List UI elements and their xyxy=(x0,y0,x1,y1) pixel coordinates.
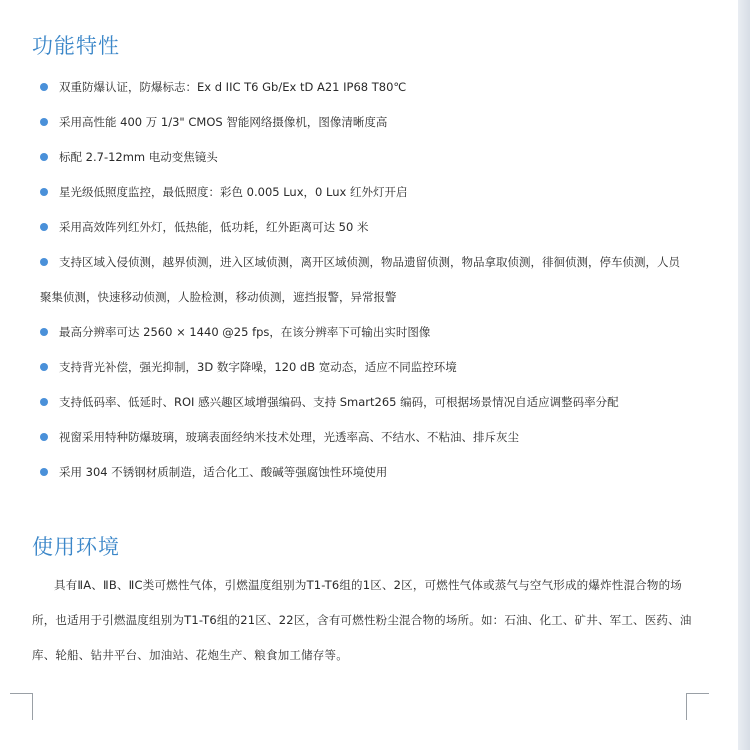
bullet-icon xyxy=(40,468,48,476)
feature-text: 视窗采用特种防爆玻璃，玻璃表面经纳米技术处理，光透率高、不结水、不粘油、排斥灰尘 xyxy=(59,430,519,444)
page-corner-mark-left xyxy=(10,693,33,720)
feature-text: 支持低码率、低延时、ROI 感兴趣区域增强编码、支持 Smart265 编码，可根据场景情况自适应调整码率分配 xyxy=(59,395,619,409)
bullet-icon xyxy=(40,433,48,441)
features-heading: 功能特性 xyxy=(32,34,120,58)
bullet-icon xyxy=(40,188,48,196)
feature-text: 标配 2.7-12mm 电动变焦镜头 xyxy=(59,150,218,164)
bullet-icon xyxy=(40,118,48,126)
environment-heading: 使用环境 xyxy=(32,535,120,559)
feature-item xyxy=(40,175,690,210)
feature-text: 采用高效阵列红外灯，低热能，低功耗，红外距离可达 50 米 xyxy=(59,220,369,234)
feature-text: 采用 304 不锈钢材质制造，适合化工、酸碱等强腐蚀性环境使用 xyxy=(59,465,388,479)
feature-item xyxy=(40,455,690,490)
feature-item xyxy=(40,350,690,385)
feature-item xyxy=(40,245,690,315)
feature-item xyxy=(40,140,690,175)
bullet-icon xyxy=(40,363,48,371)
bullet-icon xyxy=(40,328,48,336)
feature-text: 采用高性能 400 万 1/3" CMOS 智能网络摄像机，图像清晰度高 xyxy=(59,115,388,129)
bullet-icon xyxy=(40,153,48,161)
feature-text: 星光级低照度监控，最低照度：彩色 0.005 Lux，0 Lux 红外灯开启 xyxy=(59,185,408,199)
environment-paragraph: 具有ⅡA、ⅡB、ⅡC类可燃性气体，引燃温度组别为T1-T6组的1区、2区，可燃性气体或蒸气与空气形成的爆炸性混合物的场所，也适用于引燃温度组别为T1-T6组的21区、22区，含有可燃性粉尘混合物的场所。如：石油、化工、矿井、军工、医药、油库、轮船、钻井平台、加油站、花炮生产、粮食加工储存等。 xyxy=(32,578,692,662)
feature-item xyxy=(40,105,690,140)
feature-item xyxy=(40,210,690,245)
bullet-icon xyxy=(40,398,48,406)
page-corner-mark-right xyxy=(686,693,709,720)
bullet-icon xyxy=(40,258,48,266)
feature-item xyxy=(40,385,690,420)
feature-text: 双重防爆认证，防爆标志：Ex d IIC T6 Gb/Ex tD A21 IP68 T80℃ xyxy=(59,80,407,94)
feature-text: 支持区域入侵侦测，越界侦测，进入区域侦测，离开区域侦测，物品遗留侦测，物品拿取侦测，徘徊侦测，停车侦测，人员聚集侦测，快速移动侦测，人脸检测，移动侦测，遮挡报警，异常报警 xyxy=(40,255,680,304)
bullet-icon xyxy=(40,83,48,91)
feature-item xyxy=(40,70,690,105)
features-list xyxy=(40,70,690,490)
feature-text: 支持背光补偿，强光抑制，3D 数字降噪，120 dB 宽动态，适应不同监控环境 xyxy=(59,360,457,374)
page-edge xyxy=(738,0,750,750)
feature-text: 最高分辨率可达 2560 × 1440 @25 fps，在该分辨率下可输出实时图像 xyxy=(59,325,431,339)
feature-item xyxy=(40,315,690,350)
feature-item xyxy=(40,420,690,455)
bullet-icon xyxy=(40,223,48,231)
